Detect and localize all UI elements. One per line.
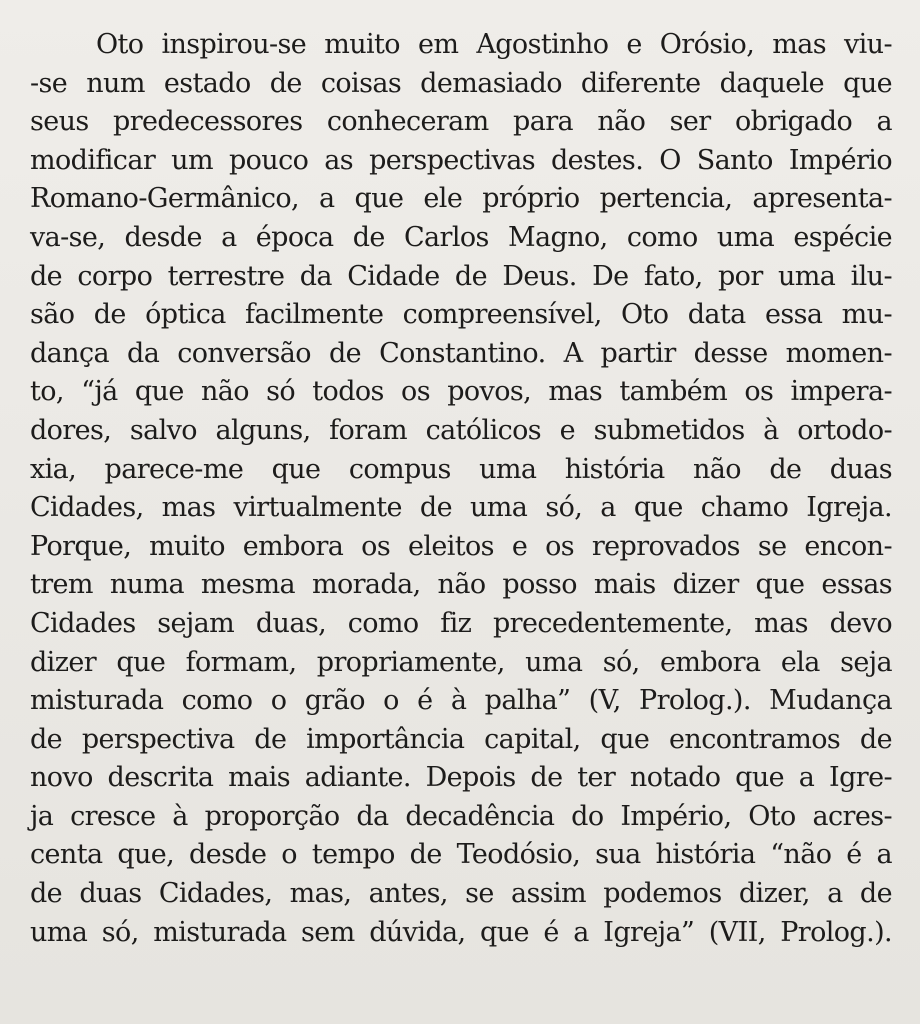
text-line: to, “já que não só todos os povos, mas também os impera- [30, 376, 892, 408]
text-line: ja cresce à proporção da decadência do Império, Oto acres- [30, 800, 892, 832]
text-line: Oto inspirou-se muito em Agostinho e Orósio, mas viu- [96, 29, 892, 60]
text-line: de corpo terrestre da Cidade de Deus. De fato, por uma ilu- [30, 260, 892, 292]
text-line: seus predecessores conheceram para não ser obrigado a [30, 106, 892, 138]
text-line: dizer que formam, propriamente, uma só, embora ela seja [30, 646, 892, 678]
text-line: dores, salvo alguns, foram católicos e submetidos à ortodo- [30, 414, 892, 446]
text-line: de duas Cidades, mas, antes, se assim podemos dizer, a de [30, 878, 892, 910]
text-line: -se num estado de coisas demasiado diferente daquele que [30, 67, 892, 99]
text-line: misturada como o grão o é à palha” (V, Prolog.). Mudança [30, 685, 892, 717]
text-line: Cidades, mas virtualmente de uma só, a que chamo Igreja. [30, 492, 892, 524]
paragraph [30, 26, 892, 952]
text-line: centa que, desde o tempo de Teodósio, sua história “não é a [30, 839, 892, 871]
text-line: trem numa mesma morada, não posso mais dizer que essas [30, 569, 892, 601]
text-line: são de óptica facilmente compreensível, Oto data essa mu- [30, 299, 892, 331]
text-line: novo descrita mais adiante. Depois de ter notado que a Igre- [30, 762, 892, 794]
text-line: dança da conversão de Constantino. A partir desse momen- [30, 337, 892, 369]
text-line: xia, parece-me que compus uma história não de duas [30, 453, 892, 485]
text-line: Romano-Germânico, a que ele próprio pertencia, apresenta- [30, 183, 892, 215]
text-line: Porque, muito embora os eleitos e os reprovados se encon- [30, 530, 892, 562]
text-line: de perspectiva de importância capital, que encontramos de [30, 723, 892, 755]
text-line: va-se, desde a época de Carlos Magno, como uma espécie [30, 221, 892, 253]
text-line: uma só, misturada sem dúvida, que é a Igreja” (VII, Prolog.). [30, 916, 892, 948]
text-line: Cidades sejam duas, como fiz precedentemente, mas devo [30, 607, 892, 639]
text-line: modificar um pouco as perspectivas destes. O Santo Império [30, 144, 892, 176]
